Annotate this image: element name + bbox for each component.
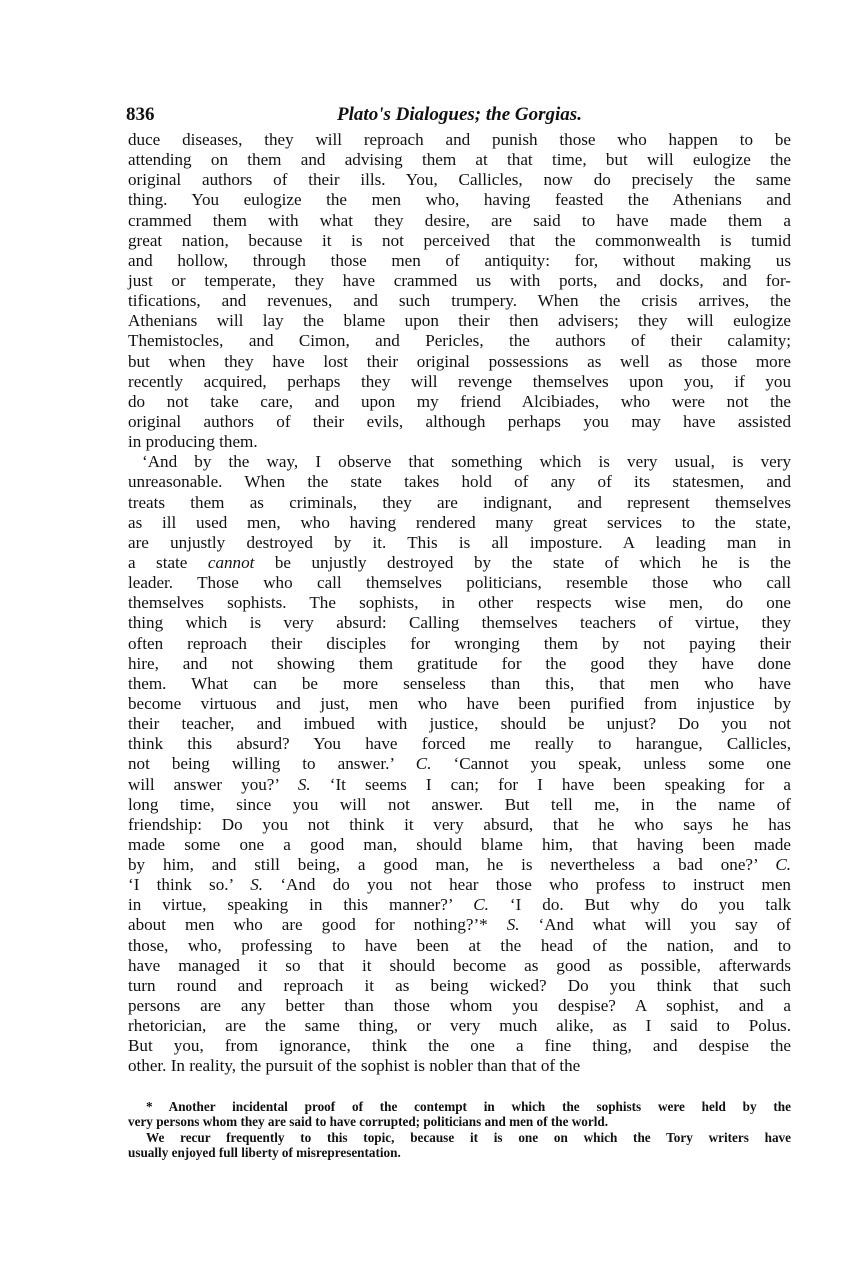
text-line: but when they have lost their original possessions as well as those more	[128, 351, 791, 371]
text-line: made some one a good man, should blame him, that having been made	[128, 834, 791, 854]
text-line: thing which is very absurd: Calling themselves teachers of virtue, they	[128, 613, 791, 633]
book-page	[128, 104, 791, 1161]
text-line: long time, since you will not answer. But tell me, in the name of	[128, 794, 791, 814]
text-line: and hollow, through those men of antiquity: for, without making us	[128, 250, 791, 270]
text-line: treats them as criminals, they are indignant, and represent themselves	[128, 492, 791, 512]
text-line: tifications, and revenues, and such trumpery. When the crisis arrives, the	[128, 291, 791, 311]
text-line: thing. You eulogize the men who, having feasted the Athenians and	[128, 190, 791, 210]
text-line: ‘And by the way, I observe that something which is very usual, is very	[142, 452, 791, 472]
text-line: are unjustly destroyed by it. This is all imposture. A leading man in	[128, 532, 791, 552]
text-line: in virtue, speaking in this manner?’ C. ‘I do. But why do you talk	[128, 895, 792, 915]
text-line: But you, from ignorance, think the one a fine thing, and despise the	[128, 1036, 791, 1056]
text-line: a state cannot be unjustly destroyed by the state of which he is the	[128, 552, 791, 572]
footnote-line: very persons whom they are said to have corrupted; politicians and men of the world.	[128, 1114, 608, 1130]
text-line: rhetorician, are the same thing, or very much alike, as I said to Polus.	[128, 1016, 791, 1036]
text-line: themselves sophists. The sophists, in other respects wise men, do one	[128, 593, 791, 613]
text-line: have managed it so that it should become as good as possible, afterwards	[128, 955, 791, 975]
text-line: often reproach their disciples for wronging them by not paying their	[128, 633, 791, 653]
text-line: those, who, professing to have been at the head of the nation, and to	[128, 935, 791, 955]
text-line: them. What can be more senseless than this, that men who have	[128, 673, 791, 693]
footnotes	[128, 1099, 791, 1161]
text-line: will answer you?’ S. ‘It seems I can; for I have been speaking for a	[128, 774, 791, 794]
text-line: original authors of their ills. You, Callicles, now do precisely the same	[128, 170, 791, 190]
text-line: become virtuous and just, men who have been purified from injustice by	[128, 693, 791, 713]
body-text	[128, 130, 791, 1077]
text-line: turn round and reproach it as being wicked? Do you think that such	[128, 975, 791, 995]
footnote-line: * Another incidental proof of the contempt in which the sophists were held by the	[146, 1098, 791, 1114]
text-line: hire, and not showing them gratitude for the good they have done	[128, 653, 791, 673]
text-line: persons are any better than those whom you despise? A sophist, and a	[128, 996, 791, 1016]
text-line: recently acquired, perhaps they will revenge themselves upon you, if you	[128, 371, 791, 391]
text-line: in producing them.	[128, 432, 258, 452]
text-line: think this absurd? You have forced me really to harangue, Callicles,	[128, 734, 791, 754]
footnote-line: We recur frequently to this topic, because it is one on which the Tory writers have	[146, 1129, 791, 1145]
text-line: friendship: Do you not think it very absurd, that he who says he has	[128, 814, 791, 834]
text-line: their teacher, and imbued with justice, should be unjust? Do you not	[128, 714, 791, 734]
text-line: do not take care, and upon my friend Alcibiades, who were not the	[128, 391, 791, 411]
text-line: Themistocles, and Cimon, and Pericles, the authors of their calamity;	[128, 331, 791, 351]
page-number: 836	[126, 104, 155, 125]
text-line: great nation, because it is not perceived that the commonwealth is tumid	[128, 230, 791, 250]
text-line: crammed them with what they desire, are said to have made them a	[128, 210, 791, 230]
text-line: just or temperate, they have crammed us with ports, and docks, and for-	[128, 270, 791, 290]
text-line: leader. Those who call themselves politicians, resemble those who call	[128, 573, 791, 593]
text-line: as ill used men, who having rendered many great services to the state,	[128, 512, 791, 532]
text-line: attending on them and advising them at that time, but will eulogize the	[128, 150, 791, 170]
text-line: unreasonable. When the state takes hold of any of its statesmen, and	[128, 472, 791, 492]
text-line: about men who are good for nothing?’* S. ‘And what will you say of	[128, 915, 791, 935]
text-line: by him, and still being, a good man, he is nevertheless a bad one?’ C.	[128, 855, 791, 875]
footnote-line: usually enjoyed full liberty of misrepresentation.	[128, 1145, 401, 1161]
running-title: Plato's Dialogues; the Gorgias.	[337, 104, 582, 125]
text-line: original authors of their evils, although perhaps you may have assisted	[128, 411, 791, 431]
text-line: Athenians will lay the blame upon their then advisers; they will eulogize	[128, 311, 791, 331]
text-line: not being willing to answer.’ C. ‘Cannot you speak, unless some one	[128, 754, 791, 774]
text-line: other. In reality, the pursuit of the sophist is nobler than that of the	[128, 1056, 581, 1076]
running-head	[128, 104, 791, 130]
text-line: ‘I think so.’ S. ‘And do you not hear those who profess to instruct men	[128, 875, 791, 895]
text-line: duce diseases, they will reproach and punish those who happen to be	[128, 130, 791, 149]
